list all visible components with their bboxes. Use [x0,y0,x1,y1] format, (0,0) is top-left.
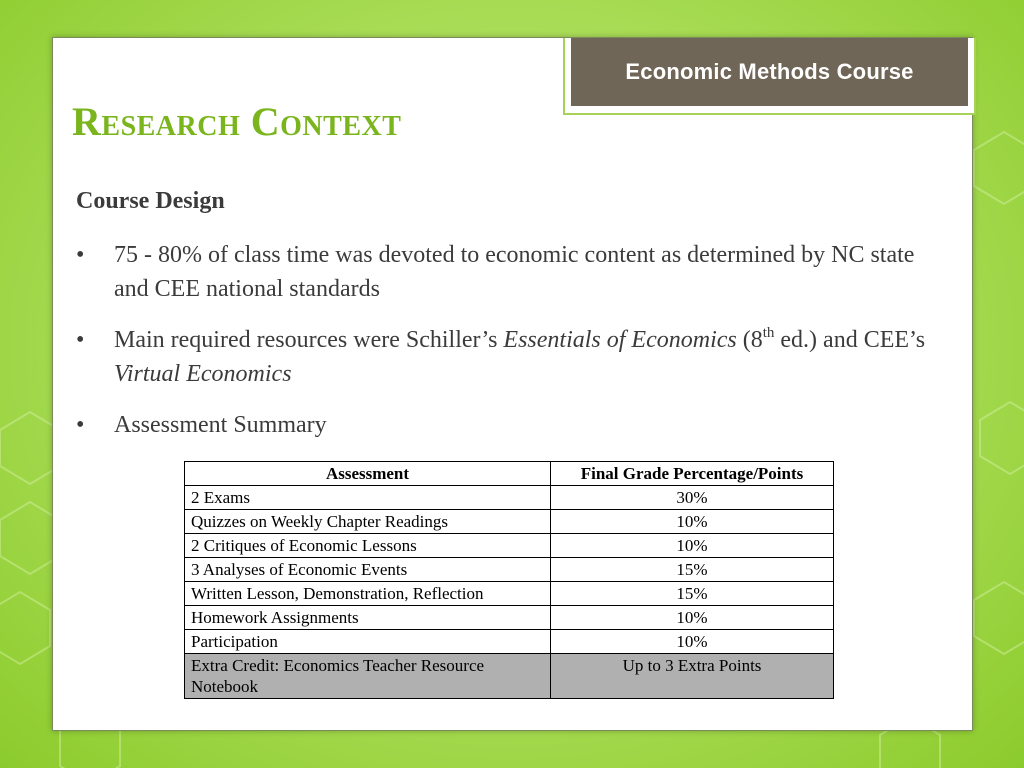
assessment-cell: Extra Credit: Economics Teacher Resource Notebook [185,654,551,699]
slide-title: Research Context [72,99,402,144]
assessment-summary-table [184,461,834,699]
section-subheading: Course Design [76,188,225,214]
assessment-cell: Homework Assignments [185,606,551,630]
bullet-list [76,238,936,459]
table-header-row [185,462,834,486]
course-title-tab-inner [571,38,968,106]
percentage-cell: 10% [551,534,834,558]
column-header-percentage: Final Grade Percentage/Points [551,462,834,486]
assessment-cell: Participation [185,630,551,654]
column-header-assessment: Assessment [185,462,551,486]
edition-text: (8 [736,327,763,353]
bullet-marker: • [76,327,85,353]
percentage-cell: 10% [551,630,834,654]
bullet-item [76,323,936,391]
book-title-essentials: Essentials of Economics [503,327,737,353]
bullet-text-prefix: Main required resources were Schiller’s [114,327,504,353]
percentage-cell: 15% [551,582,834,606]
bullet-item [76,238,936,306]
bullet-text: 75 - 80% of class time was devoted to economic content as determined by NC state and CEE national standards [114,242,915,302]
bullet-marker: • [76,412,85,438]
percentage-cell: Up to 3 Extra Points [551,654,834,699]
bullet-text: Assessment Summary [114,412,327,438]
table-row [185,582,834,606]
assessment-cell: 2 Critiques of Economic Lessons [185,534,551,558]
bullet-item [76,408,936,442]
book-title-virtual-economics: Virtual Economics [114,361,292,387]
table-row-extra-credit [185,654,834,699]
assessment-cell: Written Lesson, Demonstration, Reflection [185,582,551,606]
percentage-cell: 15% [551,558,834,582]
table-row [185,606,834,630]
percentage-cell: 10% [551,510,834,534]
edition-superscript: th [762,325,775,341]
table-row [185,510,834,534]
assessment-cell: 3 Analyses of Economic Events [185,558,551,582]
percentage-cell: 10% [551,606,834,630]
table-row [185,630,834,654]
bullet-text-mid: ed.) and CEE’s [774,327,926,353]
bullet-marker: • [76,242,85,268]
course-title-tab [563,38,976,115]
course-title-label: Economic Methods Course [625,59,914,84]
assessment-cell: 2 Exams [185,486,551,510]
assessment-cell: Quizzes on Weekly Chapter Readings [185,510,551,534]
table-row [185,558,834,582]
table-row [185,534,834,558]
table-row [185,486,834,510]
percentage-cell: 30% [551,486,834,510]
